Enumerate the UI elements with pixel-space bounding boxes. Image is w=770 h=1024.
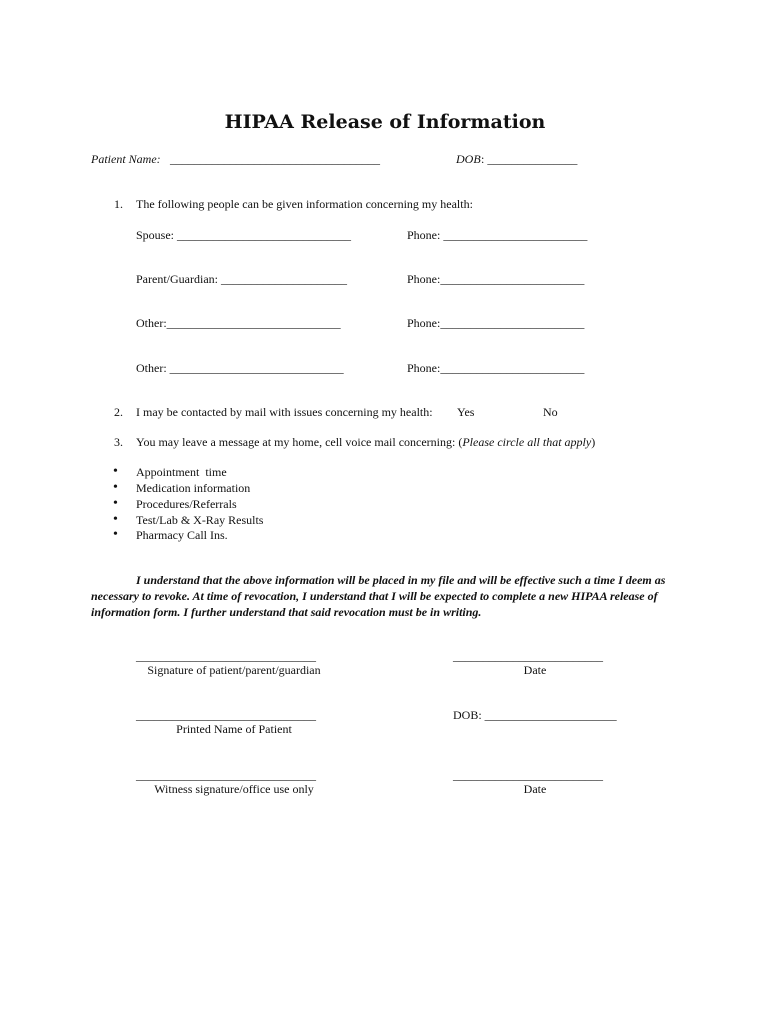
revocation-statement: I understand that the above information will be placed in my file and will be effective such a time I deem as necessary to revoke. At time of revocation, I understand that I will be expected to complete a new HIPAA release of information form. I further understand that said revocation must be in writing. bbox=[91, 573, 666, 619]
patient-name-label: Patient Name: bbox=[91, 152, 161, 166]
option-procedures-referrals[interactable]: Procedures/Referrals bbox=[136, 497, 237, 511]
item-1-number: 1. bbox=[114, 197, 123, 211]
contact-other-1-phone-field[interactable]: Phone:________________________ bbox=[407, 316, 585, 330]
signature-line[interactable]: ______________________________ bbox=[136, 649, 316, 663]
option-pharmacy-call-ins[interactable]: Pharmacy Call Ins. bbox=[136, 528, 228, 542]
contact-spouse-field[interactable]: Spouse: _____________________________ bbox=[136, 228, 352, 242]
contact-spouse-phone-field[interactable]: Phone: ________________________ bbox=[407, 228, 588, 242]
item-3-number: 3. bbox=[114, 435, 123, 449]
bullet-icon: • bbox=[113, 480, 118, 495]
option-appointment-time[interactable]: Appointment time bbox=[136, 465, 227, 479]
bullet-icon: • bbox=[113, 496, 118, 511]
item-1-text: The following people can be given information concerning my health: bbox=[136, 197, 473, 211]
contact-other-1-field[interactable]: Other:_____________________________ bbox=[136, 316, 341, 330]
contact-other-2-field[interactable]: Other: _____________________________ bbox=[136, 361, 344, 375]
witness-date-line[interactable]: _________________________ bbox=[453, 768, 603, 782]
option-test-lab-xray[interactable]: Test/Lab & X-Ray Results bbox=[136, 513, 264, 527]
dob-label: DOB bbox=[456, 152, 481, 166]
item-2-number: 2. bbox=[114, 405, 123, 419]
mail-yes-option[interactable]: Yes bbox=[457, 405, 475, 419]
item-3-instruction: Please circle all that apply bbox=[462, 435, 592, 449]
bullet-icon: • bbox=[113, 464, 118, 479]
item-3-text-a: You may leave a message at my home, cell voice mail concerning: ( bbox=[136, 435, 463, 449]
mail-no-option[interactable]: No bbox=[543, 405, 558, 419]
page-title: HIPAA Release of Information bbox=[224, 111, 546, 133]
printed-name-line[interactable]: ______________________________ bbox=[136, 708, 316, 722]
witness-signature-label: Witness signature/office use only bbox=[154, 782, 314, 796]
item-3-text-b: ) bbox=[591, 435, 596, 449]
contact-parent-phone-field[interactable]: Phone:________________________ bbox=[407, 272, 585, 286]
dob-field[interactable]: : _______________ bbox=[481, 152, 578, 166]
signature-date-line[interactable]: _________________________ bbox=[453, 649, 603, 663]
contact-parent-field[interactable]: Parent/Guardian: _____________________ bbox=[136, 272, 347, 286]
printed-name-label: Printed Name of Patient bbox=[176, 722, 292, 736]
item-3-text bbox=[136, 434, 595, 450]
item-2-text: I may be contacted by mail with issues concerning my health: bbox=[136, 405, 433, 419]
bullet-icon: • bbox=[113, 527, 118, 542]
printed-dob-field[interactable]: DOB: ______________________ bbox=[453, 708, 617, 722]
option-medication-information[interactable]: Medication information bbox=[136, 481, 251, 495]
witness-signature-line[interactable]: ______________________________ bbox=[136, 768, 316, 782]
bullet-icon: • bbox=[113, 512, 118, 527]
contact-other-2-phone-field[interactable]: Phone:________________________ bbox=[407, 361, 585, 375]
signature-label: Signature of patient/parent/guardian bbox=[147, 663, 321, 677]
patient-name-field[interactable]: ___________________________________ bbox=[170, 152, 380, 166]
signature-date-label: Date bbox=[523, 663, 547, 677]
witness-date-label: Date bbox=[523, 782, 547, 796]
